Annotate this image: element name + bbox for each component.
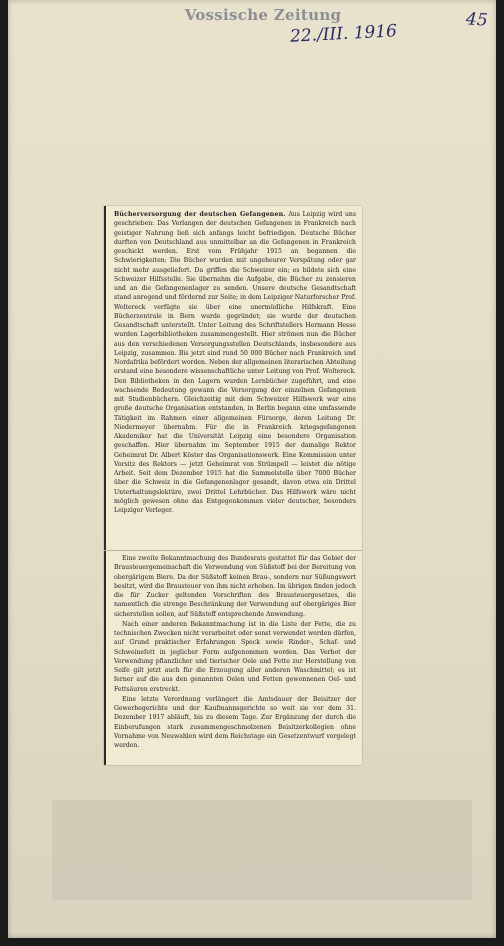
handwritten-date: 22./III. 1916 bbox=[289, 21, 398, 47]
clipping-bookcare-article bbox=[104, 206, 362, 550]
article-paragraph: Eine zweite Bekanntmachung des Bundesrats gestattet für das Gebiet der Brausteuergemeinschaft die Verwendung von Süßstoff bei der Bereitung von obergärigem Biere. Da der Süßstoff keinen Brau-, sondern nur Süßungswert besitzt, wird die Brausteuer von ihm nicht erhoben. Im übrigen finden jedoch die für Zucker geltenden Vorschriften des Brausteuergesetzes, die namentlich die strenge Beschränkung der Verwendung auf obergäriges Bier sicherstellen sollen, auf Süßstoff entsprechende Anwendung. bbox=[114, 555, 356, 618]
newspaper-stamp: Vossische Zeitung bbox=[184, 6, 342, 24]
article-body: Aus Leipzig wird uns geschrieben: Das Verlangen der deutschen Gefangenen in Frankreich nach geistiger Nahrung ließ sich anfangs leicht befriedigen. Deutsche Bücher durften von Deutschland aus unmittelbar an die Gefangenen in Frankreich geschickt werden. Erst vom Frühjahr 1915 an begannen die Schwierigkeiten: Die Bücher wurden mit ungeheurer Verspätung oder gar nicht mehr ausgeliefert. Da griffen die Schweizer ein; es bildete sich eine Schweizer Hilfsstelle. Sie übernahm die Aufgabe, die Bücher zu zensieren und an die Gefangenenlager zu senden. Unsere deutsche Gesandtschaft stand anregend und fördernd zur Seite; in dem Leipziger Naturforscher Prof. Woltereck verfügte sie über eine unermüdliche Hilfskraft. Eine Bücherzentrale in Bern wurde gegründet; sie wurde der deutschen Gesandtschaft unterstellt. Unter Leitung des Schriftstellers Hermann Hesse wurden Lagerbibliotheken zusammengestellt. Hier strömen nun die Bücher aus den verschiedenen Versorgungsstellen Deutschlands, insbesondere aus Leipzig, zusammen. Bis jetzt sind rund 50 000 Bücher nach Frankreich und Nordafrika befördert worden. Neben der allgemeinen literarischen Abteilung erstand eine besondere wissenschaftliche unter Leitung von Prof. Woltereck. Den Bibliotheken in den Lagern wurden Lernbücher zugeführt, und eine wachsende Bedeutung gewann die Versorgung der einzelnen Gefangenen mit Studienbüchern. Gleichzeitig mit dem Schweizer Hilfswerk war eine große deutsche Organisation entstanden, in Berlin begann eine umfassende Tätigkeit im Rahmen einer allgemeinen Fürsorge, deren Leitung Dr. Niedermeyer übernahm. Für die in Frankreich kriegsgefangenen Akademiker hat die Universität Leipzig eine besondere Organisation geschaffen. Hier übernahm im September 1915 der damalige Rektor Geheimrat Dr. Albert Köster das Organisationswerk. Eine Kommission unter Vorsitz des Rektors — jetzt Geheimrat von Strümpell — leistet die nötige Arbeit. Seit dem Dezember 1915 hat die Sammelstelle über 7000 Bücher über die Schweiz in die Gefangenenlager gesandt, davon etwa ein Drittel Unterhaltungslektüre, zwei Drittel Lehrbücher. Das Hilfswerk wäre nicht möglich gewesen ohne das Entgegenkommen vieler deutscher, besonders Leipziger Verleger. bbox=[114, 211, 357, 514]
article-headline: Bücherversorgung der deutschen Gefangenen. bbox=[114, 211, 286, 218]
handwritten-page-number: 45 bbox=[465, 9, 489, 31]
article-paragraph: Eine letzte Verordnung verlängert die Amtsdauer der Beisitzer der Gewerbegerichte und der Kaufmannsgerichte so weit sie vor dem 31. Dezember 1917 abläuft, bis zu diesem Tage. Zur Ergänzung der durch die Einberufungen stark zusammengeschmolzenen Beisitzerkollegien ohne Vornahme von Neuwahlen wird dem Reichstage ein Gesetzentwurf vorgelegt werden. bbox=[114, 695, 356, 749]
article-paragraph: Nach einer anderen Bekanntmachung ist in die Liste der Fette, die zu technischen Zwecken nicht verarbeitet oder sonst verwendet werden dürfen, auf Grund praktischer Erfahrungen Speck sowie Rinder-, Schaf- und Schweinefett in jeglicher Form aufgenommen worden. Das Verbot der Verwendung pflanzlicher und tierischer Oele und Fette zur Herstellung von Seife gilt jetzt auch für die Erzeugung aller anderen Waschmittel; es ist ferner auf die aus den genannten Oelen und Fetten gewonnenen Oel- und Fettsäuren erstreckt. bbox=[114, 620, 356, 693]
article-paragraph bbox=[114, 210, 356, 515]
clipping-bundesrat-article bbox=[104, 551, 362, 765]
sheet-shadow-band bbox=[52, 800, 472, 900]
